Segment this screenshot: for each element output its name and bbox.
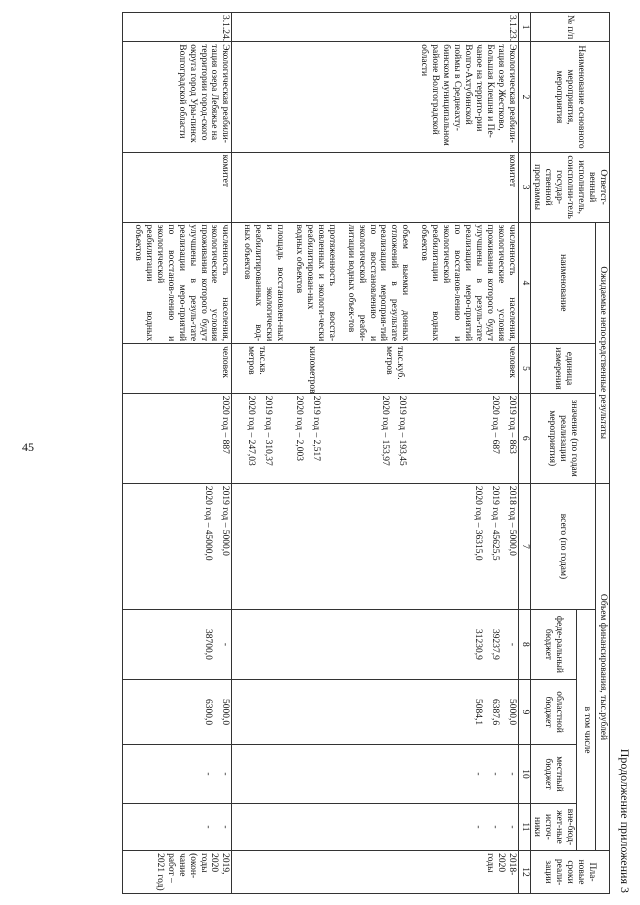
federal-value: - bbox=[506, 642, 517, 647]
federal-value: 31230,9 bbox=[472, 628, 483, 660]
header-local: местный бюджет bbox=[530, 745, 577, 804]
result-unit: тыс.кв. метров bbox=[245, 346, 267, 375]
local-value: - bbox=[203, 772, 214, 776]
local-value: - bbox=[489, 772, 500, 776]
extra-value: - bbox=[472, 825, 483, 829]
col-number: 11 bbox=[518, 803, 530, 850]
local-value: - bbox=[220, 772, 231, 776]
header-funding: Объем финансирования, тыс.рублей bbox=[596, 483, 610, 850]
col-number: 4 bbox=[518, 222, 530, 344]
header-responsible: Ответст-венный исполнитель, соисполни-тель государ-ственной программы bbox=[530, 152, 609, 222]
total-value: 2020 год – 45000,0 bbox=[203, 485, 214, 561]
row-responsible: комитет bbox=[232, 152, 518, 222]
header-name: Наименование основного мероприятия, мероприятия bbox=[530, 42, 609, 152]
funding-extra bbox=[232, 803, 518, 850]
result-value: 2019 год – 863 bbox=[506, 395, 517, 454]
col-number: 7 bbox=[518, 483, 530, 609]
col-number: 10 bbox=[518, 745, 530, 804]
result-value: 2019 год – 310,37 bbox=[262, 395, 273, 466]
regional-value: 6387,6 bbox=[489, 698, 500, 726]
total-value: 2020 год – 36315,0 bbox=[472, 485, 483, 561]
col-number: 5 bbox=[518, 344, 530, 394]
table-row bbox=[123, 13, 232, 894]
result-values bbox=[123, 393, 232, 483]
funding-federal bbox=[123, 610, 232, 680]
result-names bbox=[232, 222, 518, 344]
local-value: - bbox=[472, 772, 483, 776]
funding-federal bbox=[232, 610, 518, 680]
federal-value: 39237,9 bbox=[489, 628, 500, 660]
row-responsible: комитет bbox=[123, 152, 232, 222]
continuation-note: Продолжение приложения 3 bbox=[618, 748, 632, 893]
header-regional: областной бюджет bbox=[530, 679, 577, 744]
result-unit: километров bbox=[306, 346, 317, 394]
header-incl: в том числе bbox=[577, 610, 596, 851]
regional-value: 6300,0 bbox=[203, 698, 214, 726]
extra-value: - bbox=[489, 825, 500, 829]
result-name: численность населения, экологические условия проживания которого будут улучшены в резуль-тате реализации меро-приятий по восстанов-лению и экологической реабилитации водных объектов bbox=[133, 224, 231, 342]
header-result-unit: единица измерения bbox=[530, 344, 596, 394]
result-name: объем выемки донных отложений в результате реализации мероприя-тий по восстановлению и экологической реаби-литации водных объек-тов bbox=[345, 224, 411, 342]
total-value: 2019 год – 45625,5 bbox=[489, 485, 500, 561]
total-value: 2018 год – 5000,0 bbox=[506, 485, 517, 556]
page-number: 45 bbox=[22, 440, 34, 454]
result-values bbox=[232, 393, 518, 483]
funding-regional bbox=[232, 679, 518, 744]
header-total: всего (по годам) bbox=[530, 483, 596, 609]
result-unit: тыс.куб. метров bbox=[383, 346, 405, 380]
result-value: 2020 год – 2,003 bbox=[293, 395, 304, 461]
result-name: площадь восстановлен-ных и экологически реабилитированных вод-ных объектов bbox=[242, 224, 286, 342]
regional-value: 5000,0 bbox=[506, 698, 517, 726]
header-results: Ожидаемые непосредственные результаты bbox=[596, 222, 610, 483]
extra-value: - bbox=[203, 825, 214, 829]
regional-value: 5084,1 bbox=[472, 698, 483, 726]
col-number: 2 bbox=[518, 42, 530, 152]
col-number: 1 bbox=[518, 13, 530, 42]
header-result-name: наименование bbox=[530, 222, 596, 344]
funding-total bbox=[123, 483, 232, 609]
program-table bbox=[122, 12, 610, 894]
row-num: 3.1.23. bbox=[232, 13, 518, 42]
row-period: 2019, 2020 годы (окон-чание работ – 2021 год) bbox=[123, 851, 232, 894]
regional-value: 5000,0 bbox=[220, 698, 231, 726]
row-num: 3.1.24. bbox=[123, 13, 232, 42]
result-value: 2019 год – 2,517 bbox=[310, 395, 321, 461]
row-name: Экологическая реабили-тация озера Лебяжье на территории город-ского округа город Уры-пинск Волгоградской области bbox=[123, 42, 232, 152]
extra-value: - bbox=[220, 825, 231, 829]
result-names bbox=[123, 222, 232, 344]
row-name: Экологическая реабили-тация озер Жестково, Большая Клешня и Пе-чаное на террито-рии Волго-Ахтубинской поймы в Среднеахту-бинском муниципальном районе Волгоградской области bbox=[232, 42, 518, 152]
funding-regional bbox=[123, 679, 232, 744]
result-value: 2020 год – 887 bbox=[220, 395, 231, 454]
header-result-value: значение (по годам реализации мероприятия) bbox=[530, 393, 596, 483]
col-number: 12 bbox=[518, 851, 530, 894]
funding-local bbox=[123, 745, 232, 804]
column-number-row bbox=[518, 13, 530, 894]
total-value: 2019 год – 5000,0 bbox=[220, 485, 231, 556]
result-units bbox=[232, 344, 518, 394]
funding-total bbox=[232, 483, 518, 609]
result-value: 2020 год – 153,97 bbox=[379, 395, 390, 466]
result-unit: человек bbox=[506, 346, 517, 378]
funding-local bbox=[232, 745, 518, 804]
federal-value: 38700,0 bbox=[203, 628, 214, 660]
header-period: Пла-новые сроки реали-зации bbox=[530, 851, 609, 894]
result-value: 2020 год – 247,03 bbox=[245, 395, 256, 466]
header-num: № п/п bbox=[530, 13, 609, 42]
local-value: - bbox=[506, 772, 517, 776]
result-value: 2019 год – 193,45 bbox=[396, 395, 407, 466]
col-number: 3 bbox=[518, 152, 530, 222]
result-name: протяженность восста-новленных и экологи-чески реабилитирован-ных водных объектов bbox=[294, 224, 337, 342]
extra-value: - bbox=[506, 825, 517, 829]
col-number: 9 bbox=[518, 679, 530, 744]
header-federal: феде-ральный бюджет bbox=[530, 610, 577, 680]
federal-value: - bbox=[220, 642, 231, 647]
result-unit: человек bbox=[220, 346, 231, 378]
result-value: 2020 год – 687 bbox=[489, 395, 500, 454]
row-period: 2018-2020 годы bbox=[232, 851, 518, 894]
funding-extra bbox=[123, 803, 232, 850]
header-extra: вне-бюд-жет-ные источ-ники bbox=[530, 803, 577, 850]
col-number: 8 bbox=[518, 610, 530, 680]
result-name: численность населения, экологические условия проживания которого будут улучшены в резуль-тате реализации меро-приятий по восстанов-лению и экологической реабилитации водных объектов bbox=[419, 224, 517, 342]
table-row bbox=[232, 13, 518, 894]
result-units bbox=[123, 344, 232, 394]
col-number: 6 bbox=[518, 393, 530, 483]
